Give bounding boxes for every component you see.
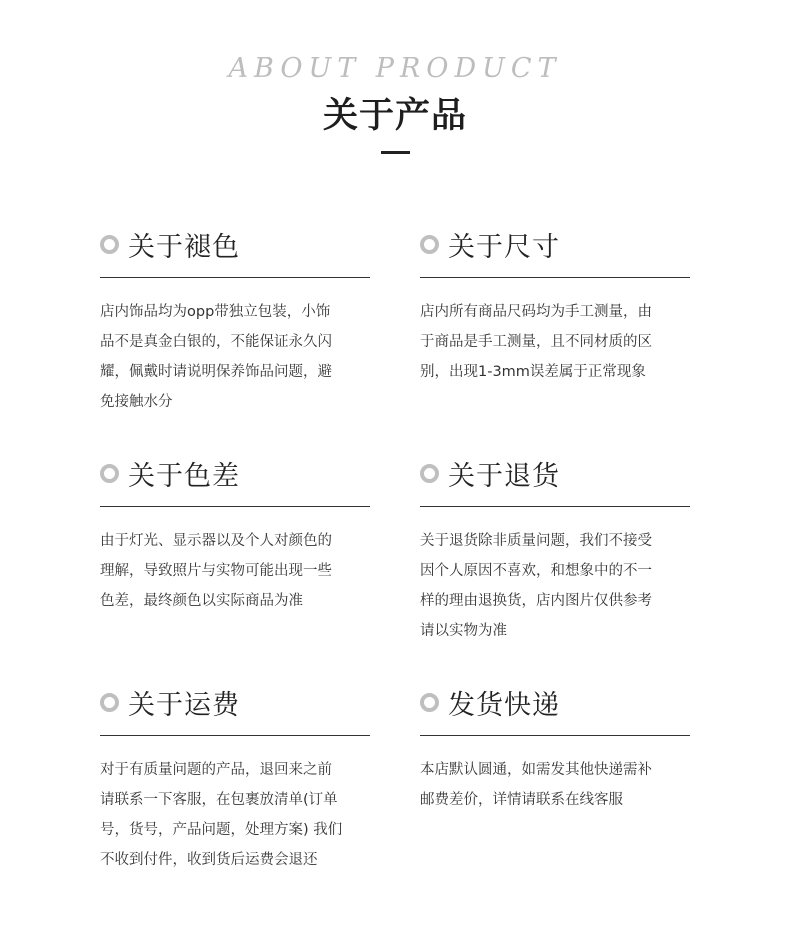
info-section — [420, 682, 690, 815]
body-line: 别，出现1-3mm误差属于正常现象 — [420, 364, 646, 380]
divider — [100, 735, 370, 736]
body-line: 请以实物为准 — [420, 623, 507, 639]
body-line: 不收到付件，收到货后运费会退还 — [100, 852, 318, 868]
section-body — [420, 755, 690, 815]
ghost-subtitle: ABOUT PRODUCT — [228, 53, 562, 84]
body-line: 关于退货除非质量问题，我们不接受 — [420, 533, 652, 549]
section-title: 关于运费 — [128, 689, 240, 721]
section-body — [100, 297, 370, 417]
body-line: 样的理由退换货，店内图片仅供参考 — [420, 593, 652, 609]
body-line: 由于灯光、显示器以及个人对颜色的 — [100, 533, 332, 549]
info-section — [100, 682, 370, 875]
body-line: 因个人原因不喜欢，和想象中的不一 — [420, 563, 652, 579]
info-section — [420, 224, 690, 387]
section-body — [100, 755, 370, 875]
section-title: 关于褪色 — [128, 231, 240, 263]
info-section — [100, 453, 370, 616]
circle-bullet-icon — [100, 693, 119, 712]
section-title: 关于色差 — [128, 460, 240, 492]
divider — [420, 506, 690, 507]
page-title: 关于产品 — [322, 96, 467, 136]
body-line: 请联系一下客服，在包裹放清单(订单 — [100, 792, 338, 808]
body-line: 于商品是手工测量，且不同材质的区 — [420, 334, 652, 350]
body-line: 对于有质量问题的产品，退回来之前 — [100, 762, 332, 778]
body-line: 号，货号，产品问题，处理方案) 我们 — [100, 822, 343, 838]
body-line: 邮费差价，详情请联系在线客服 — [420, 792, 623, 808]
section-header — [420, 453, 690, 493]
body-line: 店内饰品均为opp带独立包装，小饰 — [100, 304, 331, 320]
section-header — [420, 224, 690, 264]
circle-bullet-icon — [100, 235, 119, 254]
section-title: 关于退货 — [448, 460, 560, 492]
section-header — [100, 224, 370, 264]
info-section — [420, 453, 690, 646]
divider — [100, 506, 370, 507]
section-title: 关于尺寸 — [448, 231, 560, 263]
body-line: 免接触水分 — [100, 394, 173, 410]
body-line: 理解，导致照片与实物可能出现一些 — [100, 563, 332, 579]
title-underline — [381, 151, 410, 154]
section-body — [100, 526, 370, 616]
divider — [100, 277, 370, 278]
section-header — [420, 682, 690, 722]
section-title: 发货快递 — [448, 689, 560, 721]
section-body — [420, 526, 690, 646]
section-header — [100, 453, 370, 493]
divider — [420, 735, 690, 736]
body-line: 本店默认圆通，如需发其他快递需补 — [420, 762, 652, 778]
info-section — [100, 224, 370, 417]
body-line: 品不是真金白银的，不能保证永久闪 — [100, 334, 332, 350]
circle-bullet-icon — [420, 464, 439, 483]
body-line: 店内所有商品尺码均为手工测量，由 — [420, 304, 652, 320]
section-header — [100, 682, 370, 722]
divider — [420, 277, 690, 278]
body-line: 色差，最终颜色以实际商品为准 — [100, 593, 303, 609]
section-body — [420, 297, 690, 387]
circle-bullet-icon — [100, 464, 119, 483]
circle-bullet-icon — [420, 693, 439, 712]
body-line: 耀，佩戴时请说明保养饰品问题，避 — [100, 364, 332, 380]
circle-bullet-icon — [420, 235, 439, 254]
